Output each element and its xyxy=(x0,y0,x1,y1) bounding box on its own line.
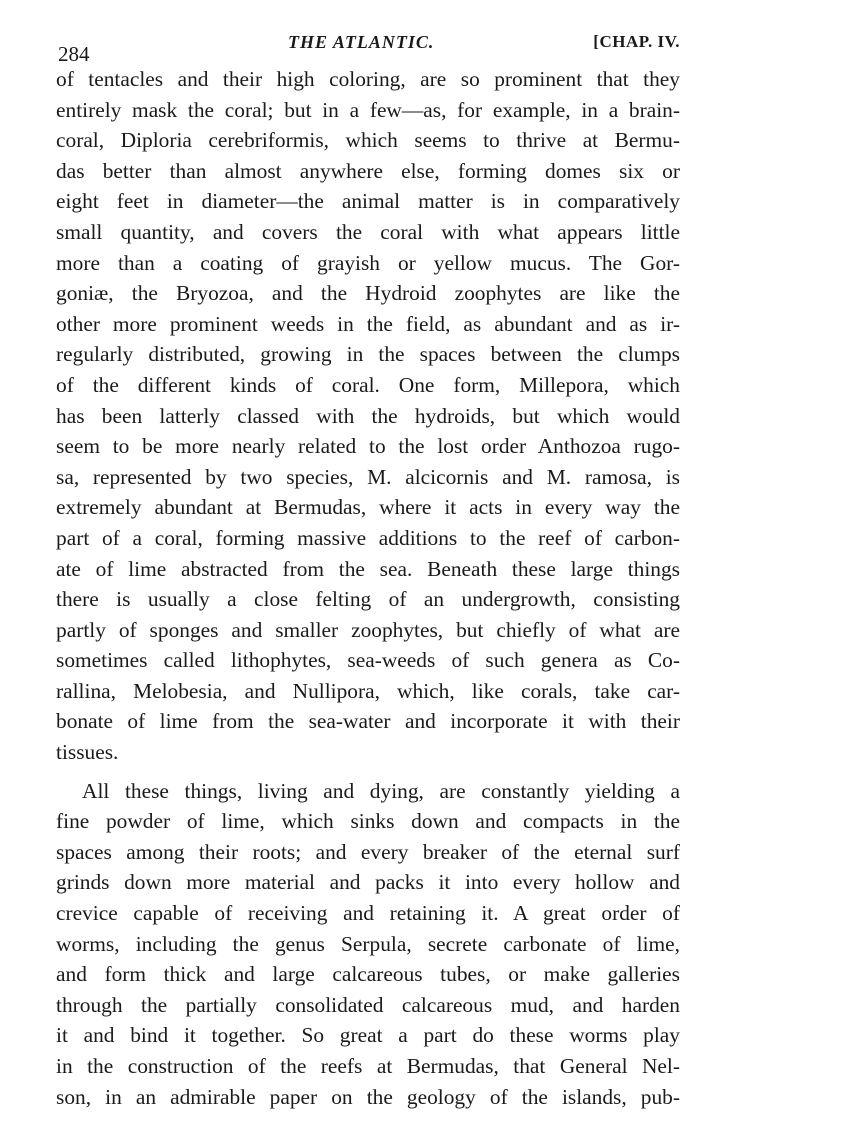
text-line: bonate of lime from the sea-water and incorporate it with their xyxy=(56,709,680,734)
text-line: crevice capable of receiving and retaining it. A great order of xyxy=(56,901,680,926)
text-line: of the different kinds of coral. One form, Millepora, which xyxy=(56,372,680,397)
text-line: fine powder of lime, which sinks down and compacts in the xyxy=(56,809,680,834)
text-line: in the construction of the reefs at Bermudas, that General Nel- xyxy=(56,1054,680,1078)
text-line: coral, Diploria cerebriformis, which seems to thrive at Bermu- xyxy=(56,128,680,153)
text-line: extremely abundant at Bermudas, where it acts in every way the xyxy=(56,495,680,520)
text-line: entirely mask the coral; but in a few—as, for example, in a brain- xyxy=(56,97,680,122)
text-line: has been latterly classed with the hydroids, but which would xyxy=(56,403,680,428)
text-line: partly of sponges and smaller zoophytes, but chiefly of what are xyxy=(56,617,680,642)
text-line: goniæ, the Bryozoa, and the Hydroid zoophytes are like the xyxy=(56,281,680,306)
text-line: All these things, living and dying, are constantly yielding a xyxy=(82,778,680,803)
text-line: and form thick and large calcareous tubes, or make galleries xyxy=(56,962,680,987)
text-line: tissues. xyxy=(56,740,119,765)
text-line: sa, represented by two species, M. alcicornis and M. ramosa, is xyxy=(56,464,680,489)
text-line: ate of lime abstracted from the sea. Beneath these large things xyxy=(56,556,680,581)
paragraph-1 xyxy=(56,64,680,768)
running-title: THE ATLANTIC. xyxy=(288,32,435,52)
text-line: part of a coral, forming massive additions to the reef of carbon- xyxy=(56,525,680,550)
text-line: it and bind it together. So great a part do these worms play xyxy=(56,1023,680,1048)
text-line: through the partially consolidated calcareous mud, and harden xyxy=(56,992,680,1017)
text-line: son, in an admirable paper on the geology of the islands, pub- xyxy=(56,1084,680,1109)
text-line: worms, including the genus Serpula, secrete carbonate of lime, xyxy=(56,931,680,956)
running-head xyxy=(56,30,680,64)
text-line: other more prominent weeds in the field, as abundant and as ir- xyxy=(56,311,680,336)
paragraph-gap xyxy=(56,768,680,776)
text-line: more than a coating of grayish or yellow mucus. The Gor- xyxy=(56,250,680,275)
text-line: rallina, Melobesia, and Nullipora, which, like corals, take car- xyxy=(56,678,680,703)
text-line: small quantity, and covers the coral with what appears little xyxy=(56,219,680,244)
text-line: eight feet in diameter—the animal matter is in comparatively xyxy=(56,189,680,214)
text-line: seem to be more nearly related to the lost order Anthozoa rugo- xyxy=(56,434,680,459)
book-page xyxy=(56,30,680,1112)
paragraph-2 xyxy=(56,776,680,1113)
page-number: 284 xyxy=(58,42,90,66)
text-line: regularly distributed, growing in the spaces between the clumps xyxy=(56,342,680,367)
text-line: of tentacles and their high coloring, are so prominent that they xyxy=(56,67,680,91)
text-line: there is usually a close felting of an undergrowth, consisting xyxy=(56,587,680,612)
text-line: grinds down more material and packs it into every hollow and xyxy=(56,870,680,895)
text-line: spaces among their roots; and every breaker of the eternal surf xyxy=(56,839,680,864)
chapter-reference: [CHAP. IV. xyxy=(593,32,680,51)
text-line: sometimes called lithophytes, sea-weeds of such genera as Co- xyxy=(56,648,680,673)
text-line: das better than almost anywhere else, forming domes six or xyxy=(56,158,680,183)
